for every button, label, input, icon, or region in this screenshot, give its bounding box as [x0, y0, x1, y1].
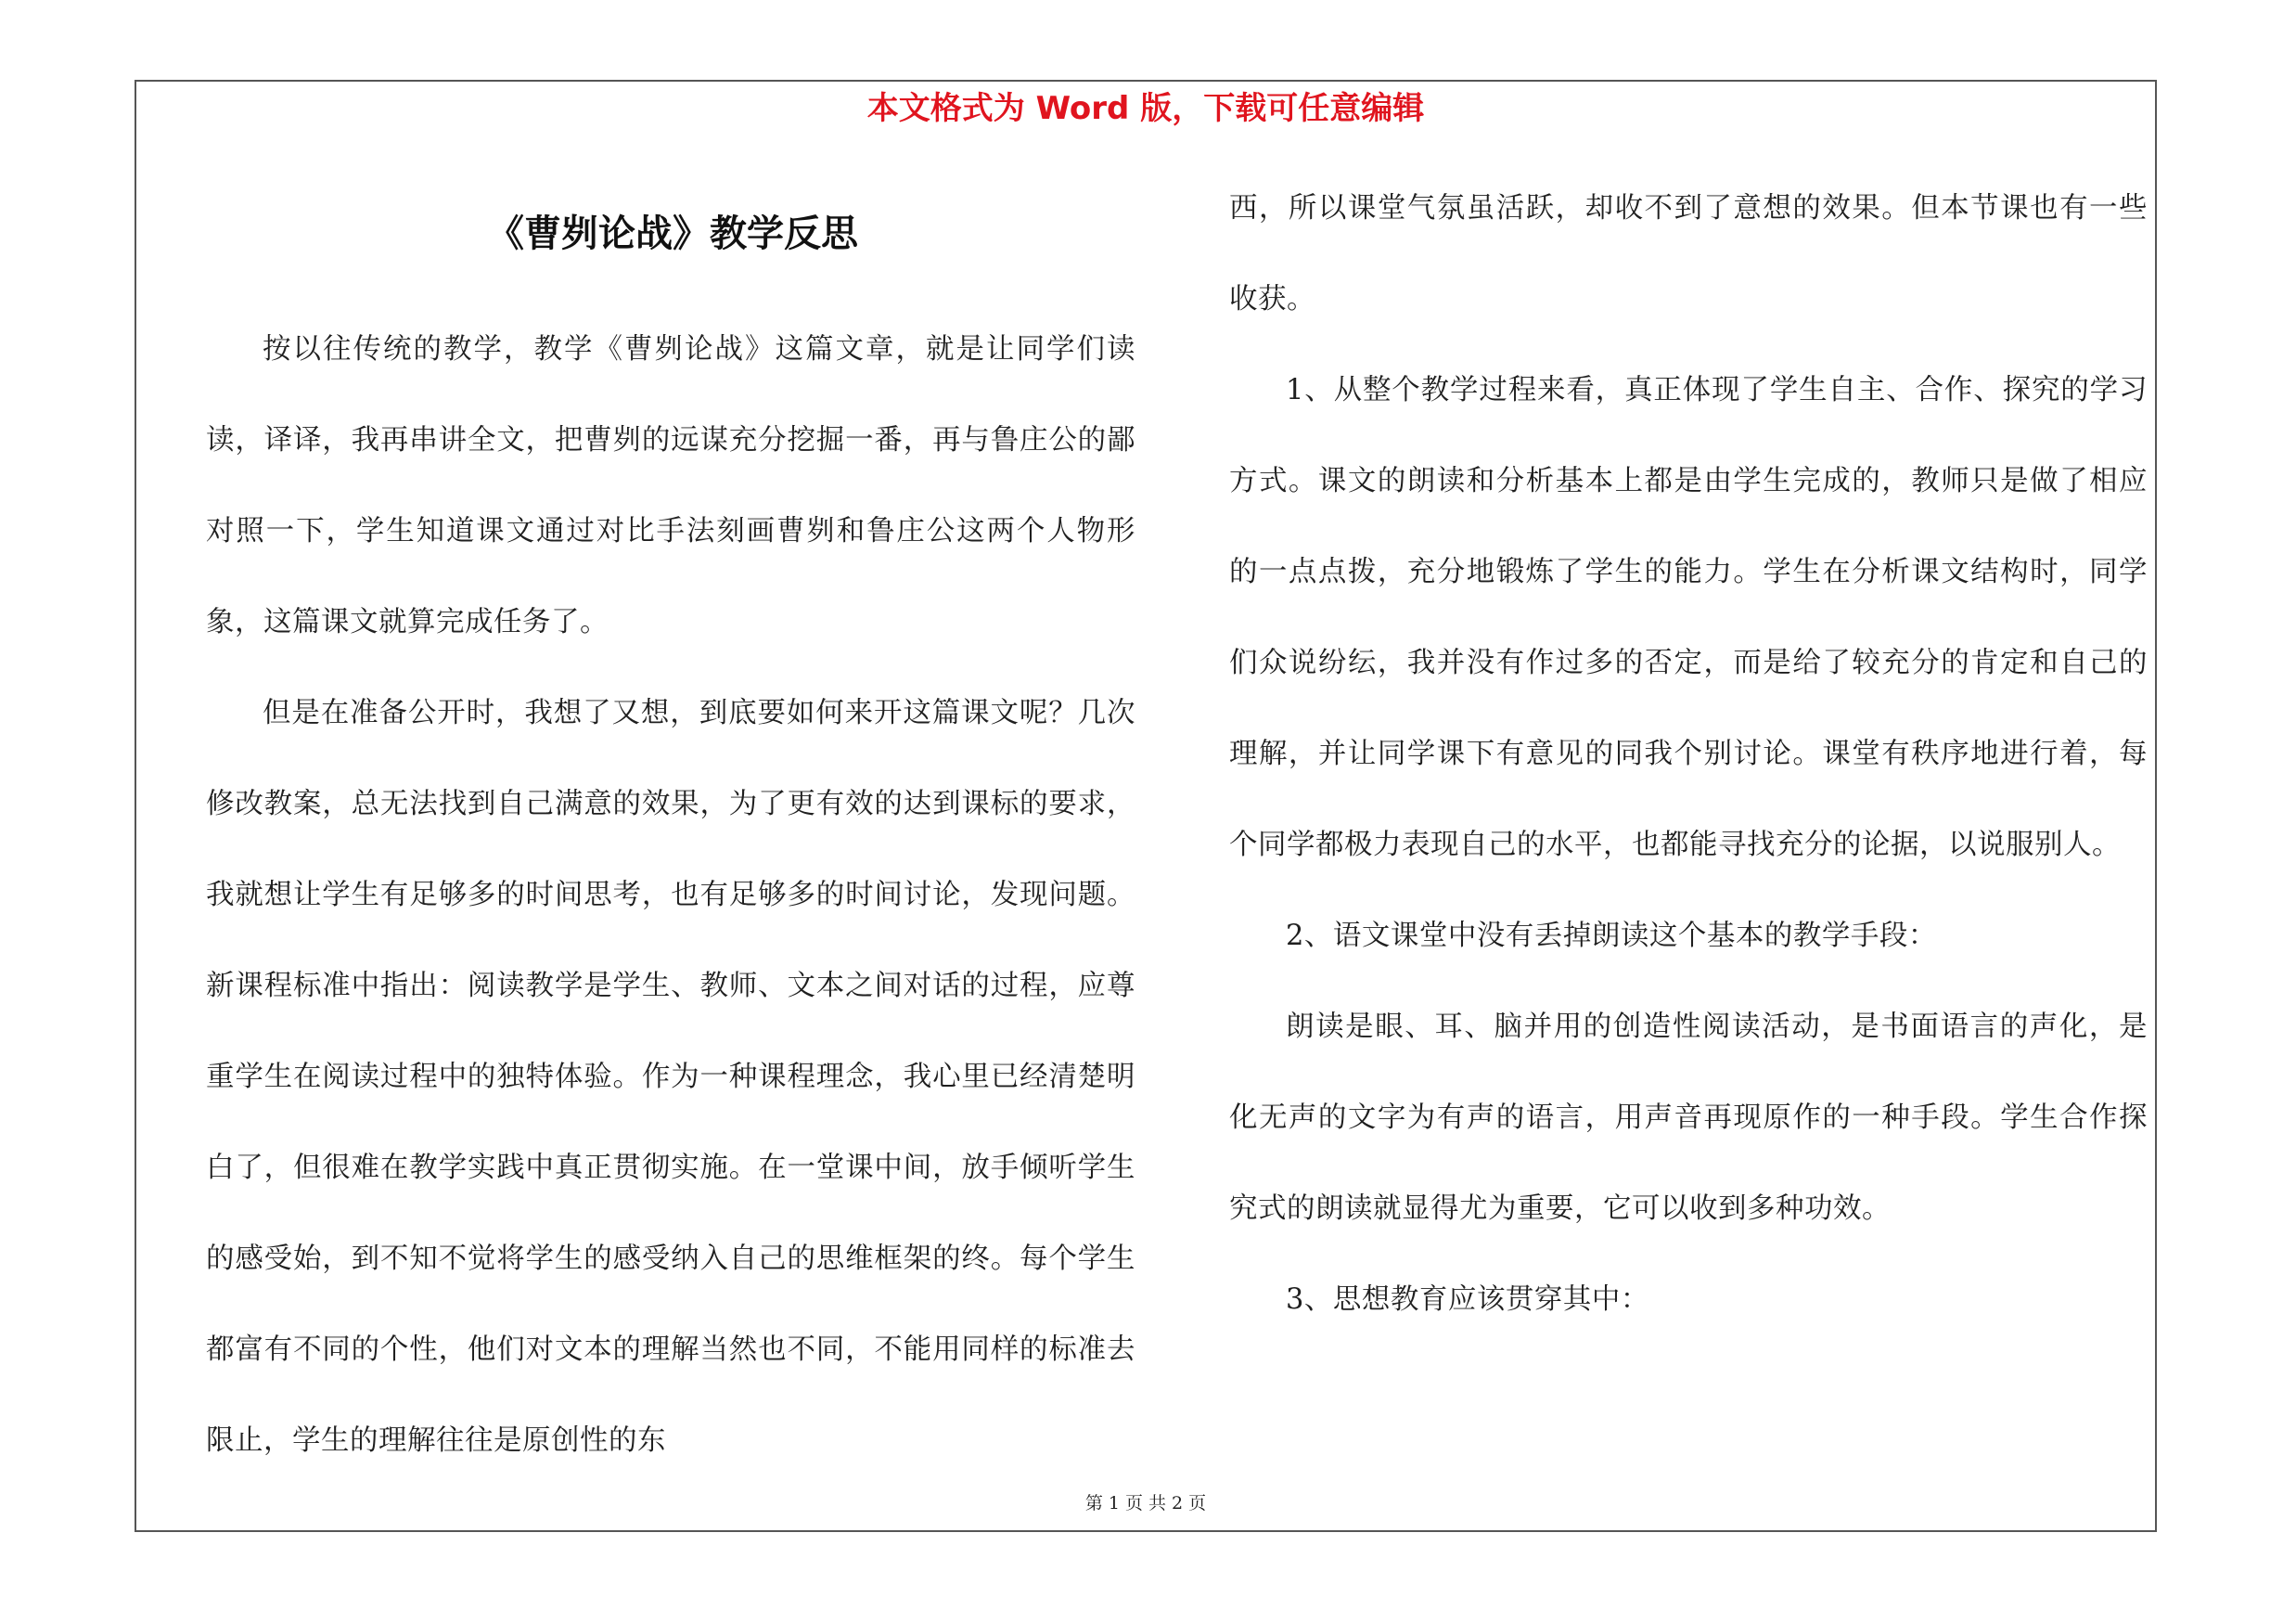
- left-text-column: [206, 304, 1135, 1487]
- paragraph: 但是在准备公开时，我想了又想，到底要如何来开这篇课文呢？几次修改教案，总无法找到自己满意的效果，为了更有效的达到课标的要求，我就想让学生有足够多的时间思考，也有足够多的时间讨论，发现问题。新课程标准中指出：阅读教学是学生、教师、文本之间对话的过程，应尊重学生在阅读过程中的独特体验。作为一种课程理念，我心里已经清楚明白了，但很难在教学实践中真正贯彻实施。在一堂课中间，放手倾听学生的感受始，到不知不觉将学生的感受纳入自己的思维框架的终。每个学生都富有不同的个性，他们对文本的理解当然也不同，不能用同样的标准去限止，学生的理解往往是原创性的东: [206, 697, 1135, 1457]
- paragraph: 朗读是眼、耳、脑并用的创造性阅读活动，是书面语言的声化，是化无声的文字为有声的语言，用声音再现原作的一种手段。学生合作探究式的朗读就显得尤为重要，它可以收到多种功效。: [1229, 1011, 2148, 1225]
- page-number: 第 1 页 共 2 页: [1084, 1493, 1207, 1514]
- paragraph: 2、语文课堂中没有丢掉朗读这个基本的教学手段：: [1286, 920, 1937, 952]
- paragraph: 3、思想教育应该贯穿其中：: [1286, 1283, 1649, 1316]
- paragraph: 按以往传统的教学，教学《曹刿论战》这篇文章，就是让同学们读读，译译，我再串讲全文，把曹刿的远谋充分挖掘一番，再与鲁庄公的鄙对照一下，学生知道课文通过对比手法刻画曹刿和鲁庄公这两个人物形象，这篇课文就算完成任务了。: [206, 333, 1135, 638]
- paragraph-continuation: 西，所以课堂气氛虽活跃，却收不到了意想的效果。但本节课也有一些收获。: [1229, 192, 2148, 316]
- document-title: 《曹刿论战》教学反思: [487, 212, 858, 255]
- format-notice-banner: 本文格式为 Word 版，下载可任意编辑: [866, 90, 1425, 127]
- paragraph: 1、从整个教学过程来看，真正体现了学生自主、合作、探究的学习方式。课文的朗读和分析基本上都是由学生完成的，教师只是做了相应的一点点拨，充分地锻炼了学生的能力。学生在分析课文结构时，同学们众说纷纭，我并没有作过多的否定，而是给了较充分的肯定和自己的理解，并让同学课下有意见的同我个别讨论。课堂有秩序地进行着，每个同学都极力表现自己的水平，也都能寻找充分的论据，以说服别人。: [1229, 374, 2148, 861]
- right-text-column: [1229, 163, 2148, 1346]
